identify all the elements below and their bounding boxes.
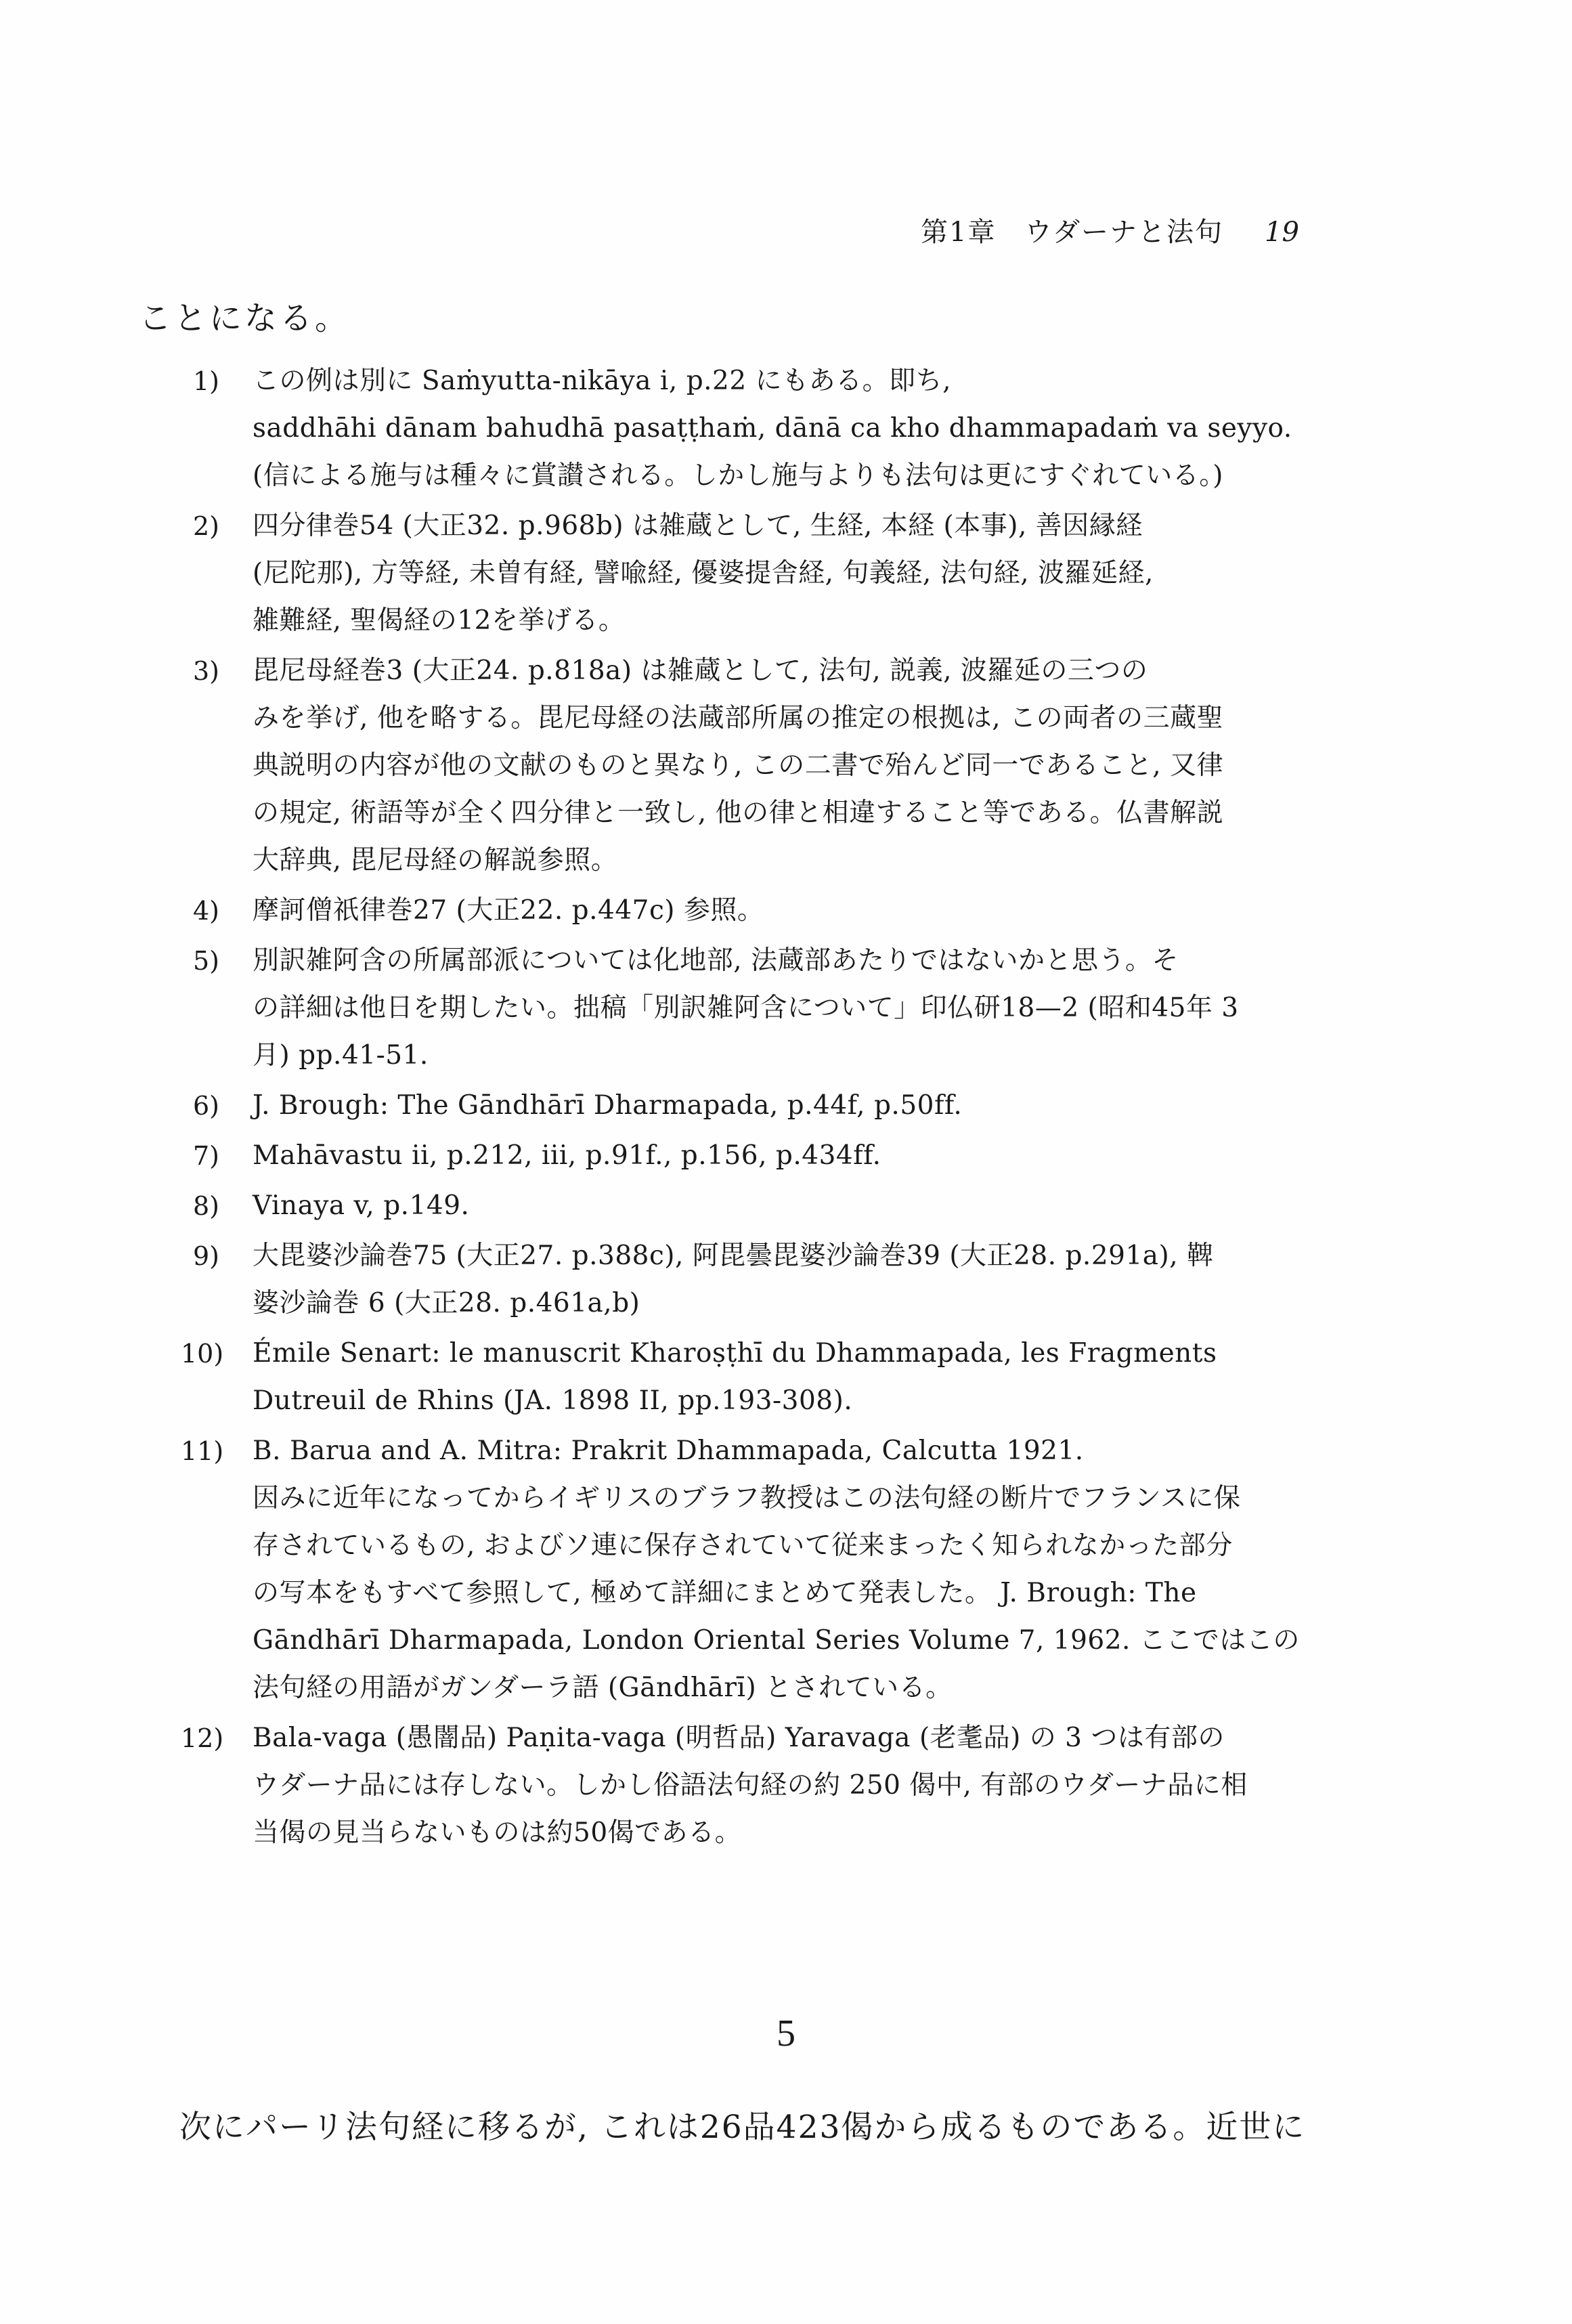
endnote-line: の詳細は他日を期したい。拙稿「別訳雑阿含について」印仏研18—2 (昭和45年 3 <box>253 993 1239 1023</box>
endnote-line: (信による施与は種々に賞讃される。しかし施与よりも法句は更にすぐれている。) <box>253 460 1223 491</box>
lead-text: ことになる。 <box>139 299 351 337</box>
endnote-number: 8) <box>193 1191 220 1221</box>
endnote-line: 婆沙論巻 6 (大正28. p.461a,b) <box>253 1288 640 1318</box>
endnote <box>193 887 1337 934</box>
endnote-number: 12) <box>181 1723 224 1753</box>
endnote-line: Bala-vaga (愚闇品) Paṇita-vaga (明哲品) Yaravaga (老耄品) の 3 つは有部の <box>253 1723 1225 1753</box>
endnote <box>193 1232 1337 1327</box>
running-head <box>921 215 1300 249</box>
endnote-line: 法句経の用語がガンダーラ語 (Gāndhārī) とされている。 <box>253 1673 953 1703</box>
endnote-line: Gāndhārī Dharmapada, London Oriental Series Volume 7, 1962. ここではこの <box>253 1625 1300 1656</box>
endnote-line: この例は別に Saṁyutta-nikāya i, p.22 にもある。即ち, <box>253 366 951 396</box>
endnote-line: Mahāvastu ii, p.212, iii, p.91f., p.156, p.434ff. <box>253 1140 881 1171</box>
endnote <box>193 937 1337 1079</box>
section-number: 5 <box>777 2013 795 2054</box>
endnote-line: 別訳雑阿含の所属部派については化地部, 法蔵部あたりではないかと思う。そ <box>253 945 1179 976</box>
endnote-line: 大辞典, 毘尼母経の解説参照。 <box>253 845 618 876</box>
endnote-number: 6) <box>193 1091 220 1121</box>
endnote-line: 当偈の見当らないものは約50偈である。 <box>253 1817 742 1848</box>
endnote-line: J. Brough: The Gāndhārī Dharmapada, p.44f, p.50ff. <box>253 1090 963 1121</box>
endnote <box>193 647 1337 884</box>
endnotes <box>181 358 1337 1859</box>
chapter-title: 第1章 ウダーナと法句 <box>921 217 1224 248</box>
endnote <box>193 358 1337 500</box>
endnote-number: 5) <box>193 946 220 976</box>
endnote-number: 2) <box>193 511 220 541</box>
endnote-line: 大毘婆沙論巻75 (大正27. p.388c), 阿毘曇毘婆沙論巻39 (大正28. p.291a), 鞞 <box>253 1241 1214 1271</box>
endnote <box>181 1330 1337 1425</box>
endnote-number: 9) <box>193 1241 220 1271</box>
endnote-line: 典説明の内容が他の文献のものと異なり, この二書で殆んど同一であること, 又律 <box>253 750 1224 781</box>
endnote-number: 4) <box>193 896 220 926</box>
endnote-line: Dutreuil de Rhins (JA. 1898 II, pp.193-308). <box>253 1385 853 1416</box>
page-number: 19 <box>1265 217 1299 248</box>
endnote-line: saddhāhi dānam bahudhā pasaṭṭhaṁ, dānā ca kho dhammapadaṁ va seyyo. <box>253 413 1292 444</box>
endnote-line: みを挙げ, 他を略する。毘尼母経の法蔵部所属の推定の根拠は, この両者の三蔵聖 <box>253 703 1224 733</box>
endnote-line: 雑難経, 聖偈経の12を挙げる。 <box>253 605 626 636</box>
endnote-line: 存されているもの, およびソ連に保存されていて従来まったく知られなかった部分 <box>253 1530 1233 1561</box>
endnote-line: ウダーナ品には存しない。しかし俗語法句経の約 250 偈中, 有部のウダーナ品に相 <box>253 1770 1248 1801</box>
endnote <box>193 1082 1337 1129</box>
endnote-line: Vinaya v, p.149. <box>253 1190 470 1221</box>
endnote-line: 毘尼母経巻3 (大正24. p.818a) は雑蔵として, 法句, 説義, 波羅延の三つの <box>253 655 1148 686</box>
endnote-number: 7) <box>193 1141 220 1171</box>
endnote-number: 1) <box>193 366 220 396</box>
endnote-line: Émile Senart: le manuscrit Kharoṣṭhī du Dhammapada, les Fragments <box>253 1338 1217 1369</box>
endnote-line: 摩訶僧祇律巻27 (大正22. p.447c) 参照。 <box>253 895 764 926</box>
endnote-line: B. Barua and A. Mitra: Prakrit Dhammapada, Calcutta 1921. <box>253 1436 1084 1466</box>
endnote-number: 11) <box>181 1436 224 1466</box>
endnote <box>193 1182 1337 1230</box>
endnote <box>181 1715 1337 1857</box>
endnote-line: 因みに近年になってからイギリスのブラフ教授はこの法句経の断片でフランスに保 <box>253 1483 1241 1513</box>
endnote-number: 10) <box>181 1339 224 1369</box>
endnote-line: の規定, 術語等が全く四分律と一致し, 他の律と相違すること等である。仏書解説 <box>253 798 1224 828</box>
endnote <box>181 1427 1337 1712</box>
body-paragraph-start: 次にパーリ法句経に移るが, これは26品423偈から成るものである。近世に <box>179 2109 1306 2146</box>
endnote-line: 四分律巻54 (大正32. p.968b) は雑蔵として, 生経, 本経 (本事), 善因縁経 <box>253 511 1143 541</box>
endnote <box>193 502 1337 645</box>
endnote-line: の写本をもすべて参照して, 極めて詳細にまとめて発表した。 J. Brough: The <box>253 1578 1197 1608</box>
endnote <box>193 1132 1337 1180</box>
endnote-number: 3) <box>193 656 220 686</box>
endnote-line: 月) pp.41-51. <box>253 1040 429 1071</box>
endnote-line: (尼陀那), 方等経, 未曽有経, 譬喩経, 優婆提舎経, 句義経, 法句経, 波羅延経, <box>253 558 1154 588</box>
